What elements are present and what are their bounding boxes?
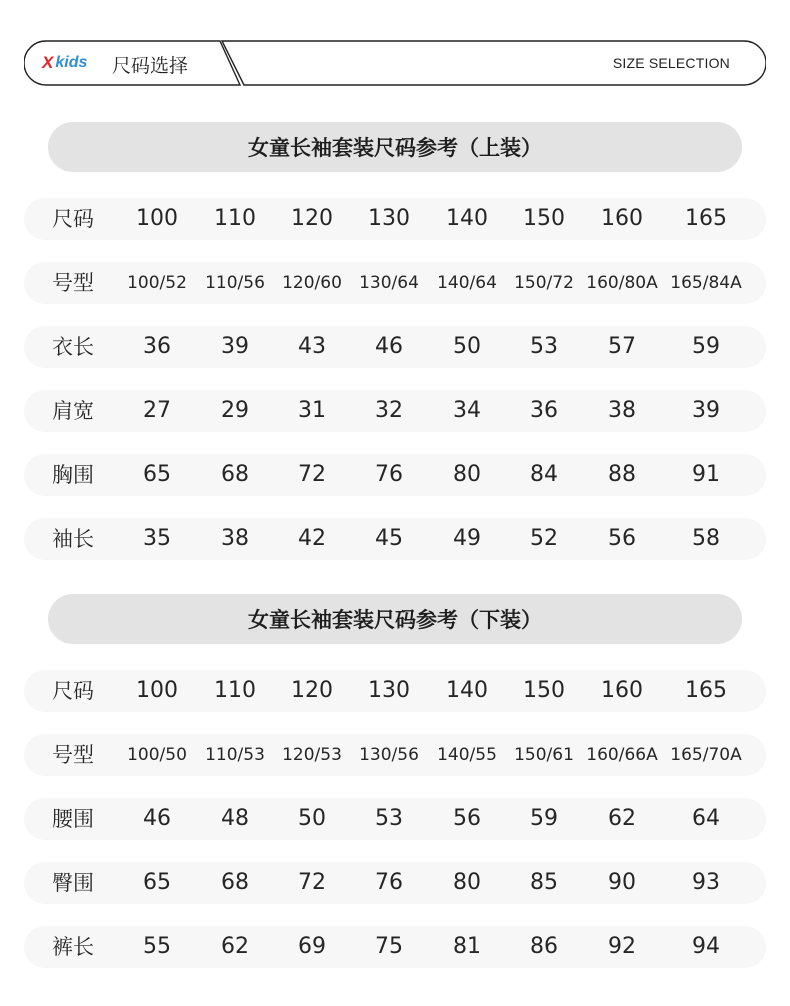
table-cell: 150	[523, 678, 565, 703]
table-cell: 120/53	[282, 745, 342, 765]
table-cell: 65	[143, 462, 171, 487]
table-cell: 46	[375, 334, 403, 359]
table-cell: 68	[221, 462, 249, 487]
table-cell: 52	[530, 526, 558, 551]
table-row	[24, 518, 766, 560]
table-cell: 50	[298, 806, 326, 831]
table-cell: 160/80A	[586, 273, 658, 293]
table-cell: 150	[523, 206, 565, 231]
table-cell: 42	[298, 526, 326, 551]
row-label: 裤长	[52, 935, 94, 959]
table-cell: 62	[608, 806, 636, 831]
table-cell: 130/64	[359, 273, 419, 293]
table-row	[24, 670, 766, 712]
table-cell: 160/66A	[586, 745, 658, 765]
top-wear-table-title: 女童长袖套装尺码参考（上装）	[48, 122, 742, 172]
table-cell: 29	[221, 398, 249, 423]
table-cell: 150/72	[514, 273, 574, 293]
table-cell: 46	[143, 806, 171, 831]
table-row	[24, 798, 766, 840]
table-cell: 130	[368, 206, 410, 231]
table-cell: 53	[375, 806, 403, 831]
table-cell: 69	[298, 934, 326, 959]
row-label: 胸围	[52, 463, 94, 487]
row-label: 号型	[52, 743, 94, 767]
table-cell: 86	[530, 934, 558, 959]
table-cell: 91	[692, 462, 720, 487]
table-cell: 100	[136, 206, 178, 231]
table-cell: 165/84A	[670, 273, 742, 293]
table-row	[24, 326, 766, 368]
table-row	[24, 198, 766, 240]
row-label: 衣长	[52, 335, 94, 359]
table-cell: 100	[136, 678, 178, 703]
table-row	[24, 862, 766, 904]
header-subtitle-en: SIZE SELECTION	[612, 55, 730, 71]
table-cell: 65	[143, 870, 171, 895]
table-cell: 120/60	[282, 273, 342, 293]
table-cell: 45	[375, 526, 403, 551]
table-cell: 75	[375, 934, 403, 959]
table-cell: 160	[601, 206, 643, 231]
size-selection-header	[24, 40, 766, 86]
table-cell: 110	[214, 678, 256, 703]
table-cell: 62	[221, 934, 249, 959]
table-cell: 59	[530, 806, 558, 831]
bottom-wear-table-title: 女童长袖套装尺码参考（下装）	[48, 594, 742, 644]
table-cell: 27	[143, 398, 171, 423]
table-cell: 31	[298, 398, 326, 423]
table-cell: 90	[608, 870, 636, 895]
row-label: 尺码	[52, 207, 94, 231]
table-row	[24, 734, 766, 776]
table-cell: 150/61	[514, 745, 574, 765]
brand-x-mark: X	[42, 53, 54, 72]
table-cell: 100/52	[127, 273, 187, 293]
table-cell: 35	[143, 526, 171, 551]
table-cell: 94	[692, 934, 720, 959]
row-label: 尺码	[52, 679, 94, 703]
table-cell: 88	[608, 462, 636, 487]
table-cell: 49	[453, 526, 481, 551]
table-cell: 36	[143, 334, 171, 359]
table-cell: 130	[368, 678, 410, 703]
table-cell: 59	[692, 334, 720, 359]
table-cell: 80	[453, 870, 481, 895]
row-label: 袖长	[52, 527, 94, 551]
table-row	[24, 390, 766, 432]
table-cell: 85	[530, 870, 558, 895]
row-label: 腰围	[52, 807, 94, 831]
table-cell: 64	[692, 806, 720, 831]
table-cell: 120	[291, 678, 333, 703]
table-row	[24, 262, 766, 304]
table-cell: 84	[530, 462, 558, 487]
table-cell: 140	[446, 678, 488, 703]
table-cell: 48	[221, 806, 249, 831]
table-cell: 53	[530, 334, 558, 359]
xtep-kids-logo	[42, 52, 87, 74]
table-cell: 57	[608, 334, 636, 359]
table-cell: 80	[453, 462, 481, 487]
table-cell: 140/55	[437, 745, 497, 765]
table-cell: 100/50	[127, 745, 187, 765]
table-cell: 39	[221, 334, 249, 359]
table-cell: 165	[685, 206, 727, 231]
table-cell: 72	[298, 462, 326, 487]
table-cell: 32	[375, 398, 403, 423]
table-cell: 93	[692, 870, 720, 895]
table-cell: 56	[453, 806, 481, 831]
table-cell: 36	[530, 398, 558, 423]
table-cell: 140/64	[437, 273, 497, 293]
brand-kids-text: kids	[55, 54, 88, 71]
table-cell: 110/53	[205, 745, 265, 765]
table-cell: 120	[291, 206, 333, 231]
table-cell: 165	[685, 678, 727, 703]
table-cell: 72	[298, 870, 326, 895]
table-cell: 165/70A	[670, 745, 742, 765]
table-cell: 50	[453, 334, 481, 359]
table-cell: 58	[692, 526, 720, 551]
table-cell: 39	[692, 398, 720, 423]
row-label: 肩宽	[52, 399, 94, 423]
table-cell: 140	[446, 206, 488, 231]
table-cell: 92	[608, 934, 636, 959]
table-cell: 38	[221, 526, 249, 551]
table-cell: 130/56	[359, 745, 419, 765]
table-cell: 34	[453, 398, 481, 423]
table-cell: 76	[375, 870, 403, 895]
table-cell: 76	[375, 462, 403, 487]
table-cell: 68	[221, 870, 249, 895]
table-row	[24, 926, 766, 968]
table-cell: 43	[298, 334, 326, 359]
table-cell: 55	[143, 934, 171, 959]
header-title: 尺码选择	[112, 55, 189, 77]
row-label: 臀围	[52, 871, 94, 895]
table-cell: 110/56	[205, 273, 265, 293]
table-cell: 81	[453, 934, 481, 959]
table-cell: 160	[601, 678, 643, 703]
table-cell: 38	[608, 398, 636, 423]
row-label: 号型	[52, 271, 94, 295]
table-row	[24, 454, 766, 496]
table-cell: 56	[608, 526, 636, 551]
table-cell: 110	[214, 206, 256, 231]
